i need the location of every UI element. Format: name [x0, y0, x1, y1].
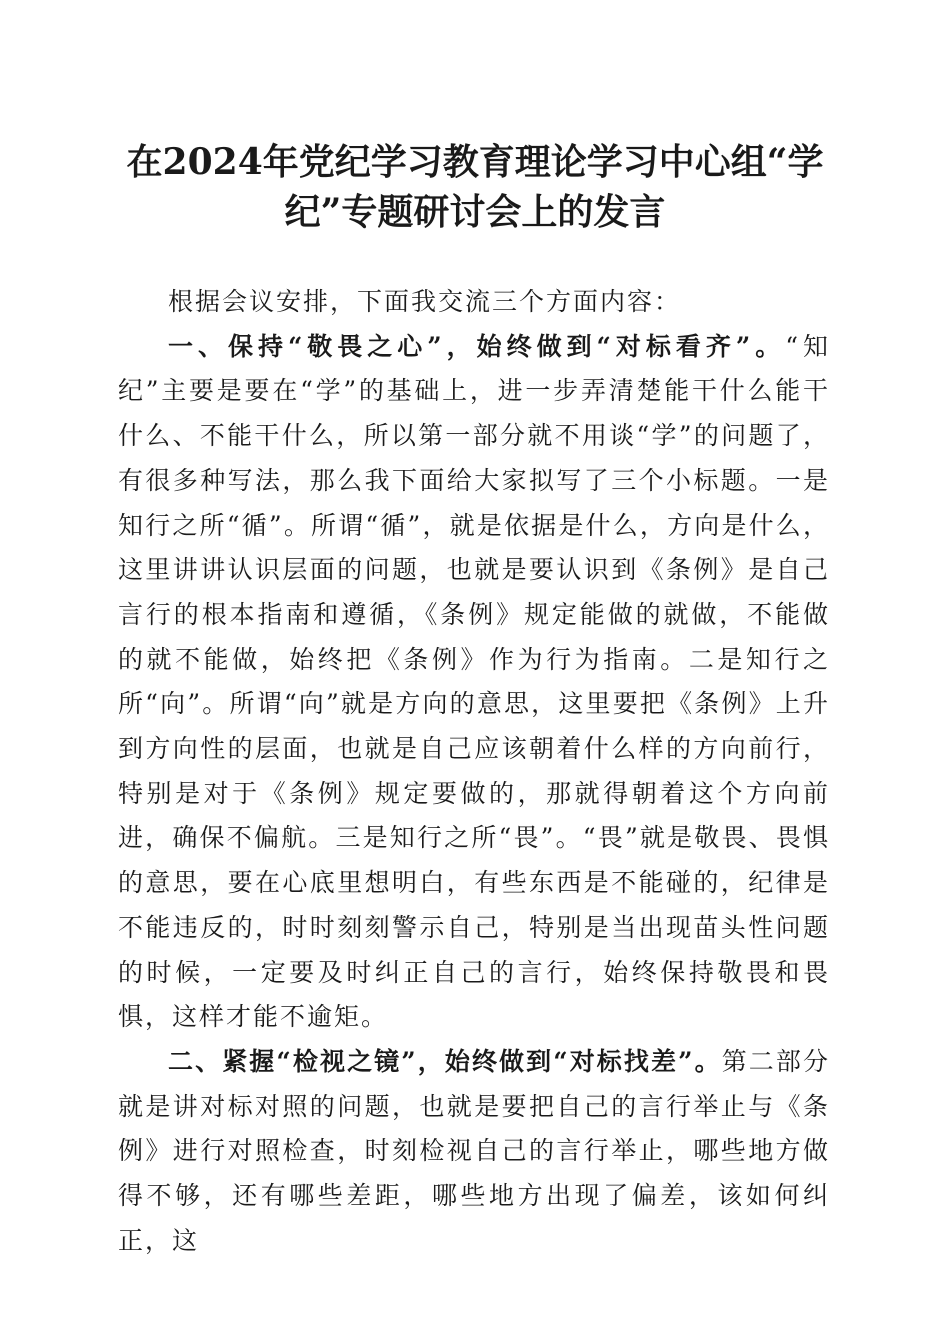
- section-paragraph-2: [118, 1040, 830, 1264]
- intro-paragraph: 根据会议安排，下面我交流三个方面内容：: [168, 287, 682, 316]
- section-paragraph-1: [118, 325, 830, 1040]
- page-title: 在2024年党纪学习教育理论学习中心组“学纪”专题研讨会上的发言: [126, 141, 824, 233]
- document-body: [118, 280, 830, 1263]
- section-text: “知纪”主要是要在“学”的基础上，进一步弄清楚能干什么能干什么、不能干什么，所以第一部分就不用谈“学”的问题了，有很多种写法，那么我下面给大家拟写了三个小标题。一是知行之所“循”。所谓“循”，就是依据是什么，方向是什么，这里讲讲认识层面的问题，也就是要认识到《条例》是自己言行的根本指南和遵循，《条例》规定能做的就做，不能做的就不能做，始终把《条例》作为行为指南。二是知行之所“向”。所谓“向”就是方向的意思，这里要把《条例》上升到方向性的层面，也就是自己应该朝着什么样的方向前行，特别是对于《条例》规定要做的，那就得朝着这个方向前进，确保不偏航。三是知行之所“畏”。“畏”就是敬畏、畏惧的意思，要在心底里想明白，有些东西是不能碰的，纪律是不能违反的，时时刻刻警示自己，特别是当出现苗头性问题的时候，一定要及时纠正自己的言行，始终保持敬畏和畏惧，这样才能不逾矩。: [118, 331, 831, 1032]
- section-text: 第二部分就是讲对标对照的问题，也就是要把自己的言行举止与《条例》进行对照检查，时刻检视自己的言行举止，哪些地方做得不够，还有哪些差距，哪些地方出现了偏差，该如何纠正，这: [118, 1046, 830, 1255]
- section-heading: 二、紧握“检视之镜”，始终做到“对标找差”。: [168, 1046, 722, 1076]
- section-heading: 一、保持“敬畏之心”，始终做到“对标看齐”。: [168, 331, 786, 361]
